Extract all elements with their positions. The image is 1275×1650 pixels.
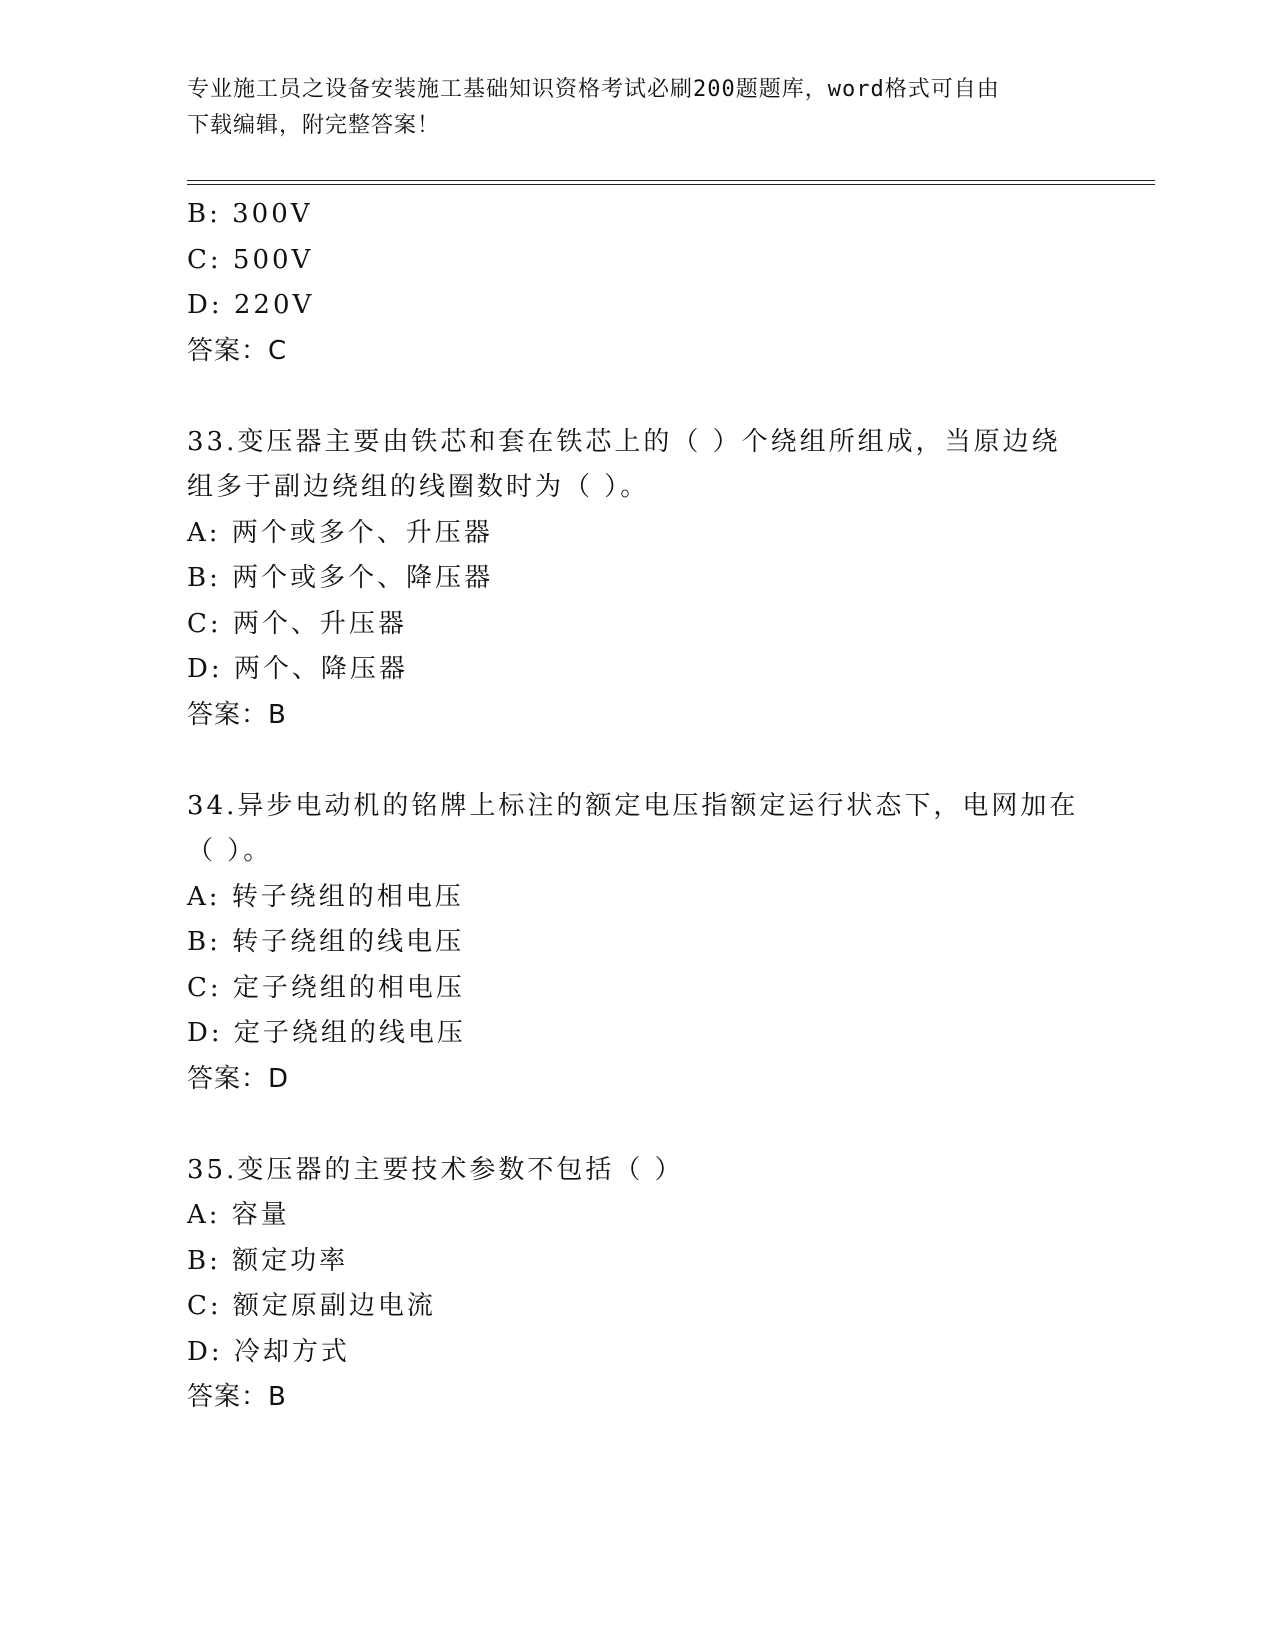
option-c: C: 定子绕组的相电压 (187, 972, 465, 1003)
header-divider-top (187, 180, 1155, 181)
question-stem: （ ）。 (187, 836, 273, 866)
answer-line: 答案：B (187, 1382, 287, 1412)
option-b: B: 两个或多个、降压器 (187, 563, 494, 593)
option-c: C: 两个、升压器 (187, 608, 407, 639)
header-line-1: 专业施工员之设备安装施工基础知识资格考试必刷200题题库，word格式可自由 (187, 77, 1000, 102)
option-a: A: 转子绕组的相电压 (187, 881, 464, 912)
option-a: A: 容量 (187, 1200, 290, 1230)
spacer (187, 1102, 1087, 1148)
option-b: B: 转子绕组的线电压 (187, 927, 465, 957)
question-block-32 (187, 192, 1087, 374)
option-d: D: 冷却方式 (187, 1336, 350, 1367)
question-stem: 33.变压器主要由铁芯和套在铁芯上的（ ）个绕组所组成，当原边绕 (187, 426, 1061, 457)
document-header (187, 72, 1087, 144)
option-d: D: 定子绕组的线电压 (187, 1018, 466, 1048)
spacer (187, 374, 1087, 420)
question-stem: 34.异步电动机的铭牌上标注的额定电压指额定运行状态下，电网加在 (187, 790, 1079, 821)
answer-line: 答案：C (187, 335, 288, 366)
option-d: D: 220V (187, 290, 315, 320)
option-d: D: 两个、降压器 (187, 654, 408, 684)
question-block-34 (187, 784, 1087, 1103)
option-c: C: 500V (187, 244, 314, 275)
question-stem: 组多于副边绕组的线圈数时为（ ）。 (187, 472, 650, 502)
answer-line: 答案：B (187, 699, 287, 730)
option-c: C: 额定原副边电流 (187, 1291, 436, 1321)
question-block-33 (187, 420, 1087, 739)
option-b: B: 300V (187, 199, 313, 229)
option-a: A: 两个或多个、升压器 (187, 517, 493, 548)
question-block-35 (187, 1148, 1087, 1421)
header-line-2: 下载编辑，附完整答案！ (187, 113, 441, 138)
spacer (187, 738, 1087, 784)
question-stem: 35.变压器的主要技术参数不包括（ ） (187, 1154, 684, 1185)
header-divider-bottom (187, 184, 1155, 185)
option-b: B: 额定功率 (187, 1245, 349, 1276)
question-content (187, 192, 1087, 1421)
answer-line: 答案：D (187, 1063, 290, 1094)
